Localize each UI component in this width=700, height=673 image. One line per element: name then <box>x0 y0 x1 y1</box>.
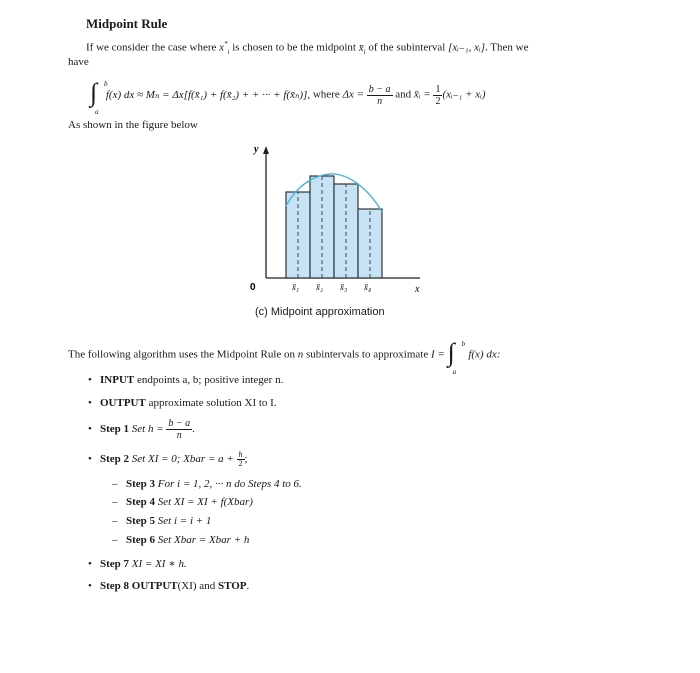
algo-I: I = <box>430 348 445 361</box>
figure-intro: As shown in the figure below <box>68 119 198 131</box>
figure-caption: (c) Midpoint approximation <box>255 306 385 318</box>
step8-end: . <box>246 580 250 592</box>
step3-text: For i = 1, 2, ··· n do Steps 4 to 6. <box>155 478 302 490</box>
section-title: Midpoint Rule <box>86 16 168 31</box>
half-denominator: 2 <box>435 95 441 107</box>
algo-integrand: f(x) dx: <box>468 348 501 361</box>
tick-label: x̄₃ <box>340 282 348 292</box>
intro-text-d: . Then we <box>485 41 529 54</box>
step1-numerator: b − a <box>168 418 191 429</box>
interval-expr: [xᵢ₋₁, xᵢ] <box>448 41 485 54</box>
step6-label: Step 6 <box>126 534 156 546</box>
list-item: • Step 1 Set h = $\frac{b - a}{n}$ . <box>88 418 195 441</box>
step6-text: Set Xbar = Xbar + h <box>155 534 250 546</box>
algorithm-intro <box>68 338 501 376</box>
step8-text: (XI) and <box>177 580 218 592</box>
y-axis-arrow-icon <box>263 146 269 154</box>
step3-label: Step 3 <box>126 478 156 490</box>
upper-limit: b <box>461 340 466 348</box>
xbar-rhs: (xᵢ₋₁ + xᵢ) <box>442 88 486 101</box>
integral-sign: ∫ <box>447 338 455 367</box>
step7-text: XI = XI ∗ h. <box>129 558 187 570</box>
xstar-symbol: x <box>219 41 225 54</box>
output-label: OUTPUT <box>100 397 146 409</box>
step2-label: Step 2 <box>100 453 130 466</box>
step8-label: Step 8 <box>100 580 130 592</box>
list-item: • Step 8 OUTPUT(XI) and STOP. <box>88 580 250 592</box>
step1-label: Step 1 <box>100 423 130 436</box>
integral-sign: ∫ <box>90 78 98 107</box>
step2-numerator: h <box>238 450 243 459</box>
lower-limit: a <box>452 368 457 376</box>
half-numerator: 1 <box>435 83 441 95</box>
list-item: • Step 7 XI = XI ∗ h. <box>88 558 187 570</box>
lower-limit: a <box>95 108 99 116</box>
step1-denominator: n <box>176 430 182 441</box>
step4-text: Set XI = XI + f(Xbar) <box>155 496 253 508</box>
x-axis-label: x <box>415 284 420 295</box>
xbar-lhs: x̄ᵢ = <box>413 88 431 101</box>
dx-numerator: b − a <box>368 83 391 95</box>
and-text: and <box>395 88 414 101</box>
list-item: • OUTPUT approximate solution XI to I. <box>88 397 277 409</box>
input-label: INPUT <box>100 374 135 386</box>
step2-text: Set XI = 0; Xbar = a + <box>129 453 234 466</box>
intro-text-b: is chosen to be the midpoint <box>229 41 359 54</box>
upper-limit: b <box>104 80 108 88</box>
intro-text-c: of the subinterval <box>365 41 449 54</box>
midpoint-figure <box>230 140 430 300</box>
step7-label: Step 7 <box>100 558 130 570</box>
intro-line-2: have <box>68 56 89 68</box>
output-text: approximate solution XI to I. <box>145 397 277 409</box>
where-text: where <box>310 88 343 101</box>
formula-body: f(x) dx ≈ Mₙ = Δx[f(x̄₁) + f(x̄₂) + + ··· + f(x̄ₙ)], <box>105 88 311 101</box>
list-item: – Step 5 Set i = i + 1 <box>112 515 212 527</box>
dx-denominator: n <box>377 95 383 107</box>
algo-n: n <box>297 348 304 361</box>
input-text: endpoints a, b; positive integer n. <box>134 374 284 386</box>
step1-text: Set h = <box>129 423 164 436</box>
list-item: • INPUT endpoints a, b; positive integer n. <box>88 374 284 386</box>
list-item: – Step 6 Set Xbar = Xbar + h <box>112 534 250 546</box>
list-item: • Step 2 Set XI = 0; Xbar = a + $\frac{h}{2}$ ; <box>88 450 248 468</box>
dx-lhs: Δx = <box>342 88 364 101</box>
step4-label: Step 4 <box>126 496 156 508</box>
tick-label: x̄₄ <box>364 282 372 292</box>
step2-denominator: 2 <box>238 459 243 468</box>
tick-label: x̄₁ <box>292 282 300 292</box>
step5-label: Step 5 <box>126 515 156 527</box>
midpoint-formula <box>90 78 486 116</box>
intro-line-1: If we consider the case where $x^*_i$ is chosen to be the midpoint $x̄_i$ of the subinterval [xᵢ₋₁, xᵢ]. Then we <box>86 40 529 56</box>
step8-output: OUTPUT <box>129 580 178 592</box>
algo-intro-mid: subintervals to approximate <box>303 348 431 361</box>
origin-label: 0 <box>250 282 256 293</box>
list-item: – Step 4 Set XI = XI + f(Xbar) <box>112 496 253 508</box>
list-item: – Step 3 For i = 1, 2, ··· n do Steps 4 to 6. <box>112 478 302 490</box>
intro-text-a: If we consider the case where <box>86 41 220 54</box>
algo-intro-text: The following algorithm uses the Midpoint Rule on <box>68 348 298 361</box>
tick-label: x̄₂ <box>316 282 324 292</box>
step8-stop: STOP <box>217 580 247 592</box>
y-axis-label: y <box>254 144 259 155</box>
step5-text: Set i = i + 1 <box>155 515 212 527</box>
